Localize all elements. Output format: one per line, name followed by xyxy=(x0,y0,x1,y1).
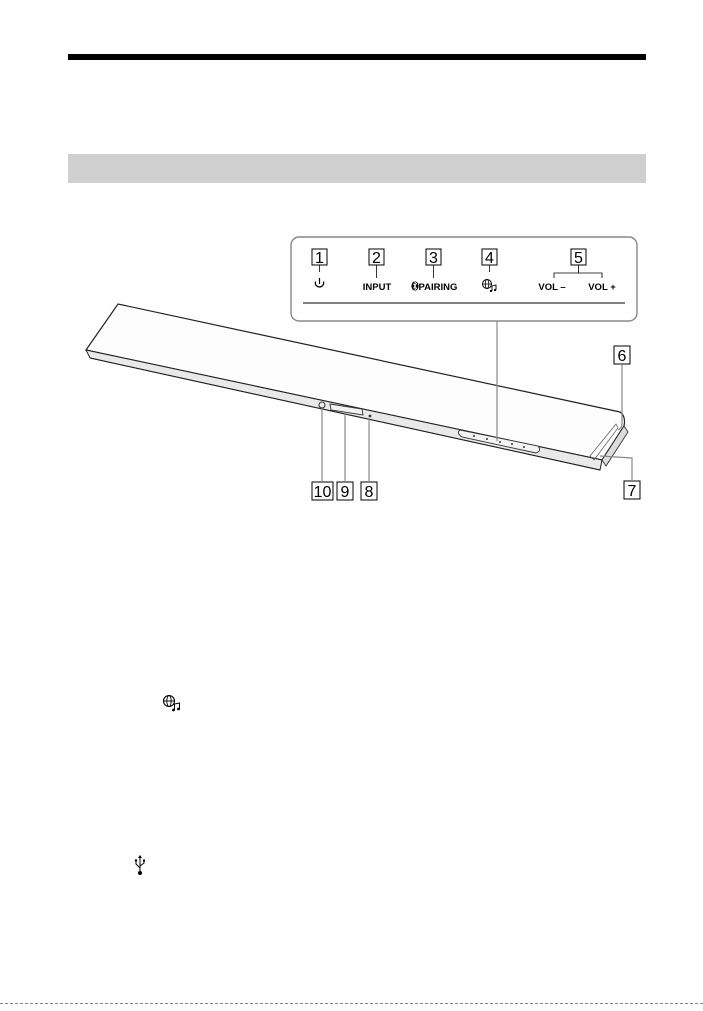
svg-text:6: 6 xyxy=(617,348,627,365)
bluetooth-icon xyxy=(411,281,418,290)
callout-8 xyxy=(361,418,377,501)
vol-plus-label: VOL + xyxy=(588,282,616,293)
usb-icon xyxy=(133,854,147,876)
svg-text:9: 9 xyxy=(340,484,350,501)
svg-text:1: 1 xyxy=(315,250,324,267)
svg-text:10: 10 xyxy=(313,484,332,501)
svg-text:2: 2 xyxy=(372,250,381,267)
pairing-label: PAIRING xyxy=(418,282,458,293)
input-label: INPUT xyxy=(362,282,392,293)
page-bottom-rule xyxy=(0,1003,703,1004)
vol-minus-label: VOL – xyxy=(538,282,566,293)
soundbar-body xyxy=(86,304,628,470)
network-music-icon-body xyxy=(162,694,182,712)
svg-text:8: 8 xyxy=(364,484,374,501)
svg-text:3: 3 xyxy=(429,250,438,267)
front-item-8 xyxy=(369,415,372,418)
svg-text:5: 5 xyxy=(574,250,583,267)
svg-text:7: 7 xyxy=(627,483,637,500)
callout-9 xyxy=(337,413,353,501)
callout-10 xyxy=(312,408,333,501)
svg-text:4: 4 xyxy=(485,250,494,267)
